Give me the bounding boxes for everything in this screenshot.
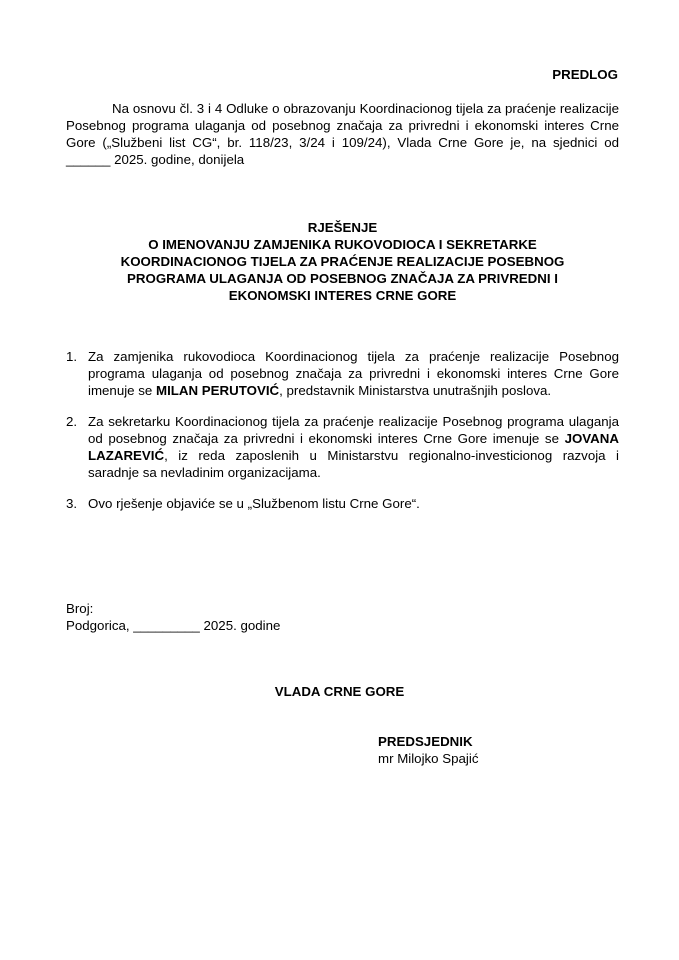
- title-line-4: PROGRAMA ULAGANJA OD POSEBNOG ZNAČAJA ZA PRIVREDNI I: [127, 271, 558, 286]
- decision-items: [66, 348, 619, 526]
- document-title: [66, 219, 619, 304]
- decision-item-3: [66, 495, 619, 512]
- item-number: 3.: [66, 496, 78, 511]
- item-text-before: Za zamjenika rukovodioca Koordinacionog tijela za praćenje realizacije Posebnog programa ulaganja od posebnog značaja za privredni i ekonomski interes Crne Gore imenuje se: [88, 349, 619, 398]
- item-number: 2.: [66, 414, 78, 429]
- signatory-block: [378, 733, 479, 767]
- government-name: VLADA CRNE GORE: [274, 684, 405, 699]
- item-text-after: , iz reda zaposlenih u Ministarstvu regionalno-investicionog razvoja i saradnje sa nevladinim organizacijama.: [88, 448, 619, 480]
- title-line-5: EKONOMSKI INTERES CRNE GORE: [228, 288, 457, 303]
- appointee-name: JOVANA LAZAREVIĆ: [88, 431, 619, 463]
- decision-item-1: [66, 348, 619, 399]
- appointee-name: MILAN PERUTOVIĆ: [156, 383, 280, 398]
- signatory-name: mr Milojko Spajić: [378, 751, 479, 766]
- title-line-2: O IMENOVANJU ZAMJENIKA RUKOVODIOCA I SEKRETARKE: [148, 237, 537, 252]
- intro-text: Na osnovu čl. 3 i 4 Odluke o obrazovanju Koordinacionog tijela za praćenje realizacije Posebnog programa ulaganja od posebnog značaja za privredni i ekonomski interes Crne Gore („Službeni list CG“, br. 118/23, 3/24 i 109/24), Vlada Crne Gore je, na sjednici od ______ 2025. godine, donijela: [66, 101, 619, 167]
- title-line-1: RJEŠENJE: [307, 220, 378, 235]
- signatory-title: PREDSJEDNIK: [378, 734, 473, 749]
- decision-item-2: [66, 413, 619, 481]
- item-text: Ovo rješenje objaviće se u „Službenom listu Crne Gore“.: [88, 496, 420, 511]
- intro-paragraph: [66, 100, 619, 168]
- broj-label: Broj:: [66, 601, 94, 616]
- predlog-label: PREDLOG: [552, 67, 618, 82]
- item-text-after: , predstavnik Ministarstva unutrašnjih poslova.: [279, 383, 552, 398]
- item-text-before: Za sekretarku Koordinacionog tijela za praćenje realizacije Posebnog programa ulaganja od posebnog značaja za privredni i ekonomski interes Crne Gore imenuje se: [88, 414, 619, 446]
- place-date-line: Podgorica, _________ 2025. godine: [66, 618, 281, 633]
- title-line-3: KOORDINACIONOG TIJELA ZA PRAĆENJE REALIZACIJE POSEBNOG: [120, 254, 565, 269]
- item-number: 1.: [66, 349, 78, 364]
